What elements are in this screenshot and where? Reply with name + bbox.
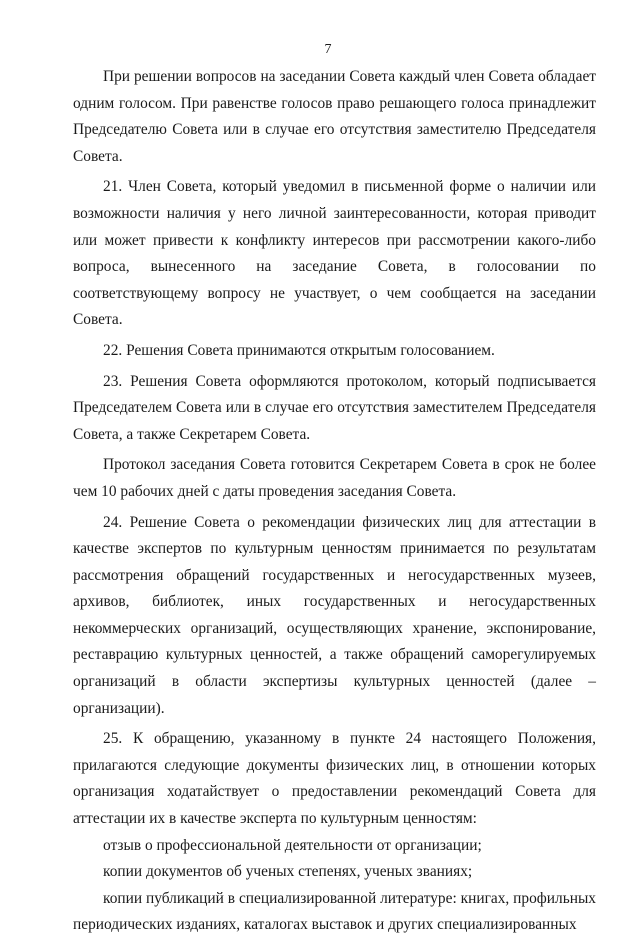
paragraph-24: 24. Решение Совета о рекомендации физических лиц для аттестации в качестве экспертов по культурным ценностям принимается по результатам рассмотрения обращений государственных и негосударственных музеев, архивов, библиотек, иных государственных и негосударственных некоммерческих организаций, осуществляющих хранение, экспонирование, реставрацию культурных ценностей, а также обращений саморегулируемых организаций в области экспертизы культурных ценностей (далее – организации). <box>73 513 596 717</box>
document-body <box>73 64 596 939</box>
paragraph-protocol: Протокол заседания Совета готовится Секретарем Совета в срок не более чем 10 рабочих дней с даты проведения заседания Совета. <box>73 456 596 500</box>
paragraph-23: 23. Решения Совета оформляются протоколом, который подписывается Председателем Совета или в случае его отсутствия заместителем Председателя Совета, а также Секретарем Совета. <box>73 372 596 443</box>
page-number: 7 <box>324 42 332 57</box>
paragraph-25: 25. К обращению, указанному в пункте 24 настоящего Положения, прилагаются следующие документы физических лиц, в отношении которых организация ходатайствует о предоставлении рекомендаций Совета для аттестации их в качестве эксперта по культурным ценностям: <box>73 730 596 828</box>
paragraph-21: 21. Член Совета, который уведомил в письменной форме о наличии или возможности наличия у него личной заинтересованности, которая приводит или может привести к конфликту интересов при рассмотрении какого-либо вопроса, вынесенного на заседание Совета, в голосовании по соответствующему вопросу не участвует, о чем сообщается на заседании Совета. <box>73 178 596 329</box>
paragraph-voting-rules: При решении вопросов на заседании Совета каждый член Совета обладает одним голосом. При равенстве голосов право решающего голоса принадлежит Председателю Совета или в случае его отсутствия заместителю Председателя Совета. <box>73 68 596 165</box>
list-item-publications: копии публикаций в специализированной литературе: книгах, профильных периодических изданиях, каталогах выставок и других специализированных <box>73 889 596 934</box>
paragraph-22: 22. Решения Совета принимаются открытым голосованием. <box>103 341 495 359</box>
list-item-degrees: копии документов об ученых степенях, ученых званиях; <box>103 863 473 881</box>
list-item-review: отзыв о профессиональной деятельности от организации; <box>103 836 482 854</box>
